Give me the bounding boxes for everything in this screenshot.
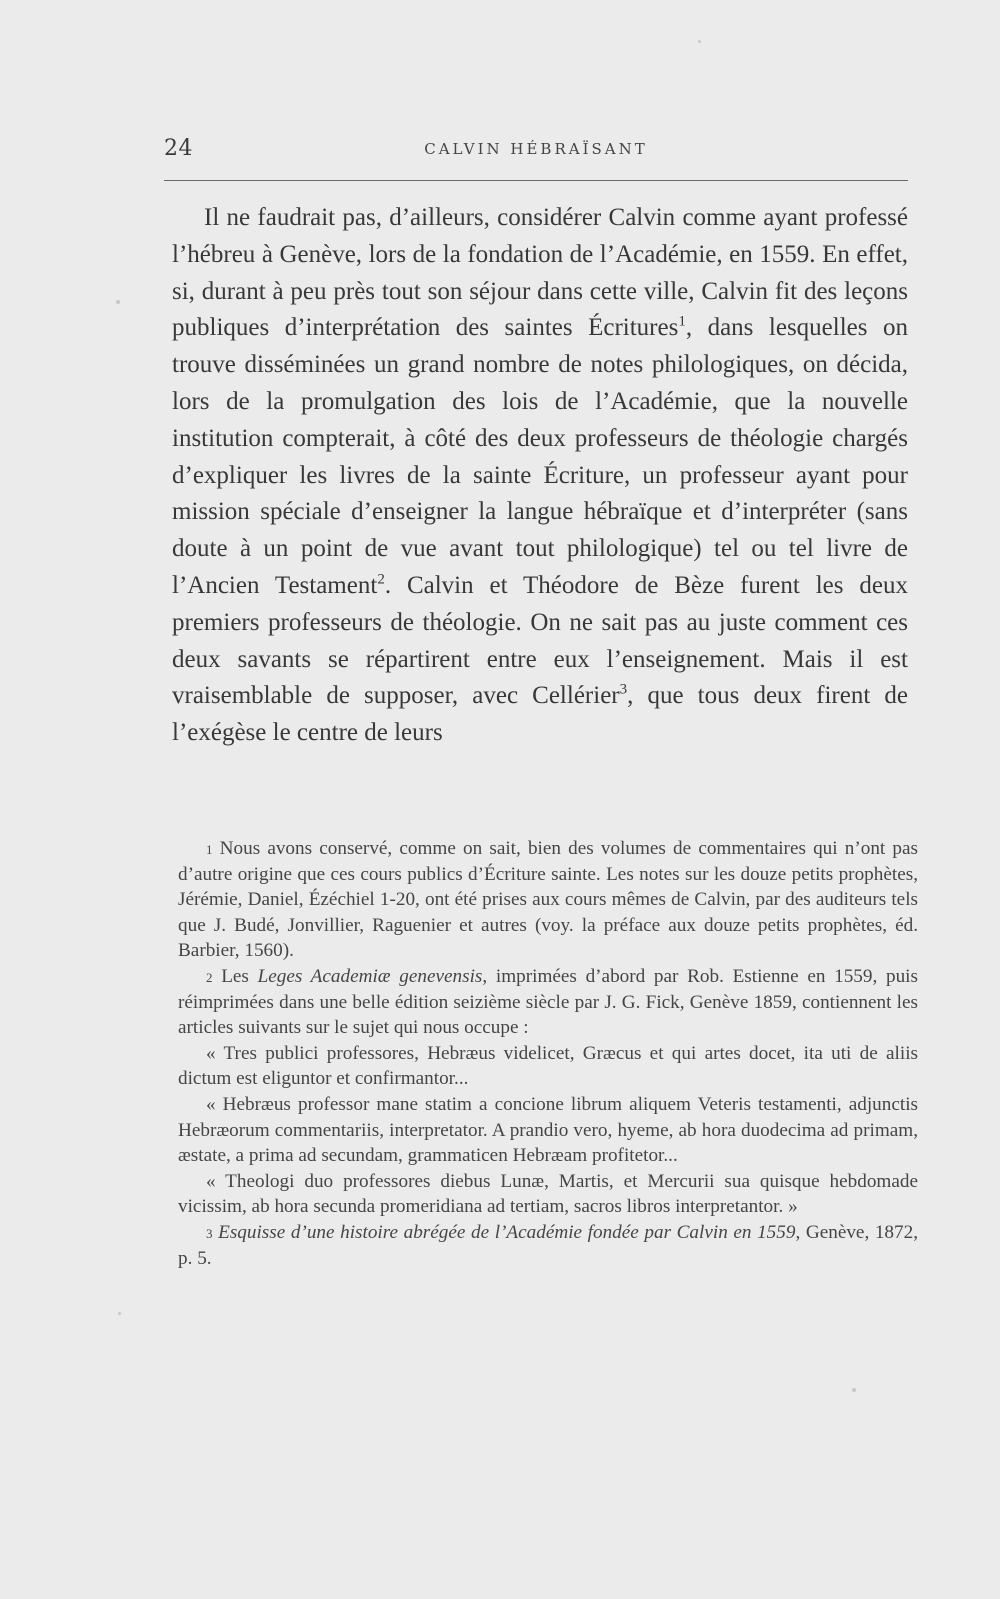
paper-speck	[118, 1312, 121, 1315]
footnote-2-text: , imprimées d’abord par Rob. Estienne en 1559, puis réimprimées dans une belle édition seizième siècle par J. G. Fick, Genève 1859, contiennent les articles suivants sur le sujet qui nous occupe :	[178, 965, 918, 1039]
footnote-1-text: Nous avons conservé, comme on sait, bien des volumes de commentaires qui n’ont pas d’autre origine que ces cours publics d’Écriture sainte. Les notes sur les douze petits prophètes, Jérémie, Daniel, Ézéchiel 1-20, ont été prises aux cours mêmes de Calvin, par des auditeurs tels que J. Budé, Jonvillier, Raguenier et autres (voy. la préface aux douze petits prophètes, éd. Barbier, 1560).	[178, 838, 918, 962]
footnote-2-number: 2	[206, 969, 213, 985]
footnote-ref-1: 1	[678, 314, 686, 331]
footnote-3-title: Esquisse d’une histoire abrégée de l’Académie fondée par Calvin en 1559	[218, 1221, 796, 1243]
footnote-1-number: 1	[206, 842, 213, 857]
body-paragraph	[172, 200, 908, 752]
quote-3: « Theologi duo professores diebus Lunæ, Martis, et Mercurii sua quisque hebdomade vicissim, ab hora secunda promeridiana ad tertiam, sacros libros interpretantor. »	[178, 1170, 918, 1218]
footnote-2	[178, 964, 918, 1041]
paper-speck	[116, 300, 120, 304]
paper-speck	[852, 1388, 856, 1392]
quote-2: « Hebræus professor mane statim a concione librum aliquem Veteris testamenti, adjunctis Hebræorum commentariis, interpretator. A prandio vero, hyeme, ab hora duodecima ad primam, æstate, a prima ad secundam, grammaticen Hebræam profitetor...	[178, 1093, 918, 1167]
footnote-ref-3: 3	[619, 682, 628, 699]
body-text-part4: , que tous deux firent de l’exégèse le centre de leurs	[172, 682, 909, 747]
footnote-2-title: Leges Academiæ genevensis	[257, 965, 483, 987]
paper-speck	[698, 40, 701, 43]
header-rule	[164, 180, 908, 181]
footnote-1	[178, 836, 918, 964]
footnotes	[178, 836, 918, 1271]
footnote-2-prefix: Les	[221, 965, 258, 987]
quote-1: « Tres publici professores, Hebræus videlicet, Græcus et qui artes docet, ita uti de aliis dictum est eliguntor et confirmantor...	[178, 1042, 918, 1090]
page-header	[164, 132, 908, 168]
footnote-ref-2: 2	[377, 571, 385, 588]
page-number: 24	[164, 136, 193, 161]
footnote-3	[178, 1220, 918, 1271]
body-text-part2: , dans lesquelles on trouve disséminées un grand nombre de notes philologiques, on décida, lors de la promulgation des lois de l’Académie, que la nouvelle institution compterait, à côté des deux professeurs de théologie chargés d’expliquer les livres de la sainte Écriture, un professeur ayant pour mission spéciale d’enseigner la langue hébraïque et d’interpréter (sans doute à un point de vue avant tout philologique) tel ou tel livre de l’Ancien Testament	[172, 314, 908, 599]
footnote-3-number: 3	[206, 1225, 213, 1241]
body-text-part3: . Calvin et Théodore de Bèze furent les deux premiers professeurs de théologie. On ne sait pas au juste comment ces deux savants se répartirent entre eux l’enseignement. Mais il est vraisemblable de supposer, avec Cellérier	[172, 571, 908, 710]
body-text-part1: Il ne faudrait pas, d’ailleurs, considérer Calvin comme ayant professé l’hébreu à Genève, lors de la fondation de l’Académie, en 1559. En effet, si, durant à peu près tout son séjour dans cette ville, Calvin fit des leçons publiques d’interprétation des saintes Écritures	[172, 204, 908, 342]
footnote-3-text: , Genève, 1872, p. 5.	[178, 1221, 919, 1269]
running-title: CALVIN HÉBRAÏSANT	[424, 140, 648, 158]
